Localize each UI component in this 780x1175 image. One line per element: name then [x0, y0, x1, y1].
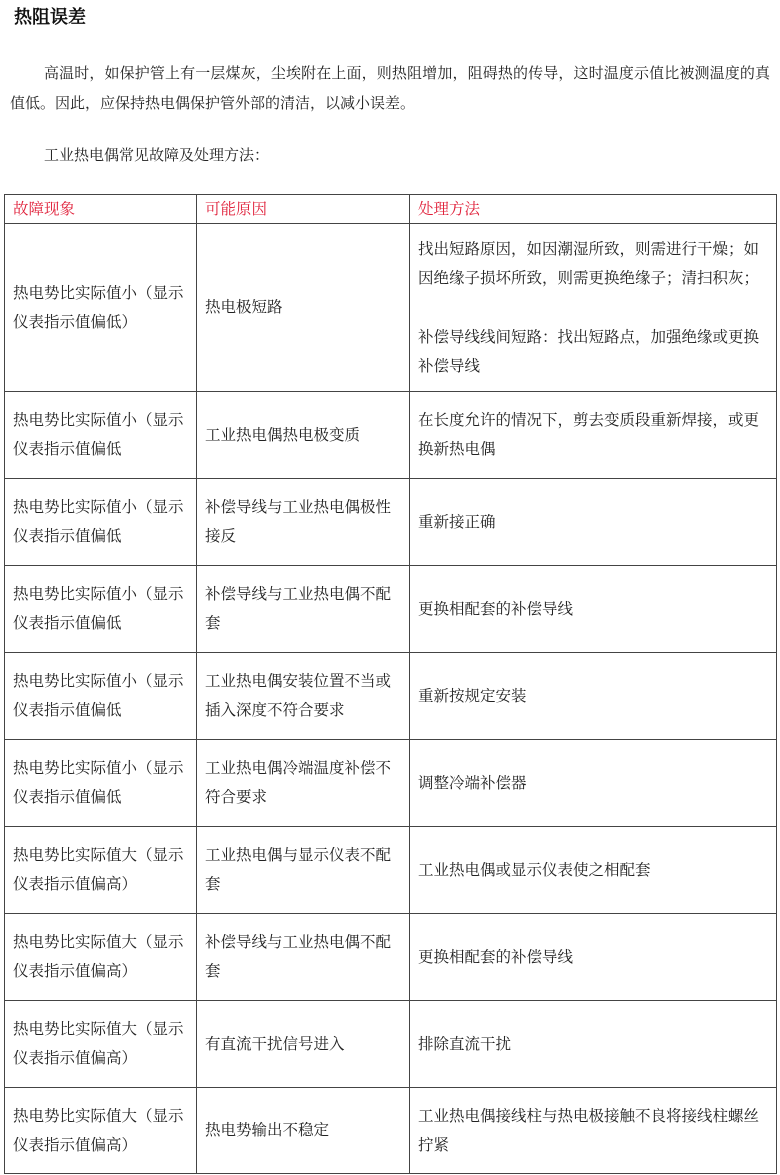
method-cell: 工业热电偶接线柱与热电极接触不良将接线柱螺丝拧紧 — [410, 1088, 777, 1174]
symptom-cell: 热电势比实际值大（显示仪表指示值偏高） — [5, 914, 197, 1001]
header-method: 处理方法 — [410, 195, 777, 224]
symptom-cell: 热电势比实际值小（显示仪表指示值偏低 — [5, 392, 197, 479]
method-gap — [418, 293, 768, 323]
table-row — [5, 827, 777, 914]
method-cell: 在长度允许的情况下，剪去变质段重新焊接，或更换新热电偶 — [410, 392, 777, 479]
method-text: 补偿导线线间短路：找出短路点，加强绝缘或更换补偿导线 — [418, 327, 760, 375]
symptom-cell: 热电势比实际值大（显示仪表指示值偏高） — [5, 827, 197, 914]
table-row — [5, 1088, 777, 1174]
table-row — [5, 224, 777, 392]
cause-cell: 热电极短路 — [197, 224, 410, 392]
method-cell: 重新按规定安装 — [410, 653, 777, 740]
method-cell: 排除直流干扰 — [410, 1001, 777, 1088]
symptom-cell: 热电势比实际值小（显示仪表指示值偏低） — [5, 224, 197, 392]
symptom-cell: 热电势比实际值小（显示仪表指示值偏低 — [5, 740, 197, 827]
table-row — [5, 914, 777, 1001]
symptom-cell: 热电势比实际值大（显示仪表指示值偏高） — [5, 1001, 197, 1088]
method-cell: 重新接正确 — [410, 479, 777, 566]
table-row — [5, 479, 777, 566]
method-cell — [410, 224, 777, 392]
method-text: 找出短路原因，如因潮湿所致，则需进行干燥；如因绝缘子损坏所致，则需更换绝缘子；清扫积灰； — [418, 239, 760, 287]
table-row — [5, 653, 777, 740]
table-row — [5, 392, 777, 479]
method-cell: 更换相配套的补偿导线 — [410, 914, 777, 1001]
table-row — [5, 1001, 777, 1088]
fault-table — [4, 194, 777, 1174]
cause-cell: 热电势输出不稳定 — [197, 1088, 410, 1174]
cause-cell: 补偿导线与工业热电偶不配套 — [197, 566, 410, 653]
symptom-cell: 热电势比实际值小（显示仪表指示值偏低 — [5, 479, 197, 566]
table-intro-paragraph: 工业热电偶常见故障及处理方法： — [44, 146, 270, 164]
symptom-cell: 热电势比实际值小（显示仪表指示值偏低 — [5, 653, 197, 740]
method-cell: 更换相配套的补偿导线 — [410, 566, 777, 653]
cause-cell: 工业热电偶冷端温度补偿不符合要求 — [197, 740, 410, 827]
method-cell: 调整冷端补偿器 — [410, 740, 777, 827]
cause-cell: 工业热电偶安装位置不当或插入深度不符合要求 — [197, 653, 410, 740]
symptom-cell: 热电势比实际值小（显示仪表指示值偏低 — [5, 566, 197, 653]
cause-cell: 工业热电偶热电极变质 — [197, 392, 410, 479]
table-header-row — [5, 195, 777, 224]
cause-cell: 工业热电偶与显示仪表不配套 — [197, 827, 410, 914]
symptom-cell: 热电势比实际值大（显示仪表指示值偏高） — [5, 1088, 197, 1174]
header-cause: 可能原因 — [197, 195, 410, 224]
table-row — [5, 566, 777, 653]
cause-cell: 补偿导线与工业热电偶不配套 — [197, 914, 410, 1001]
section-heading: 热阻误差 — [14, 7, 86, 28]
header-symptom: 故障现象 — [5, 195, 197, 224]
cause-cell: 有直流干扰信号进入 — [197, 1001, 410, 1088]
cause-cell: 补偿导线与工业热电偶极性接反 — [197, 479, 410, 566]
intro-paragraph: 高温时，如保护管上有一层煤灰，尘埃附在上面，则热阻增加，阻碍热的传导，这时温度示值比被测温度的真值低。因此，应保持热电偶保护管外部的清洁，以减小误差。 — [10, 64, 770, 112]
table-row — [5, 740, 777, 827]
method-cell: 工业热电偶或显示仪表使之相配套 — [410, 827, 777, 914]
